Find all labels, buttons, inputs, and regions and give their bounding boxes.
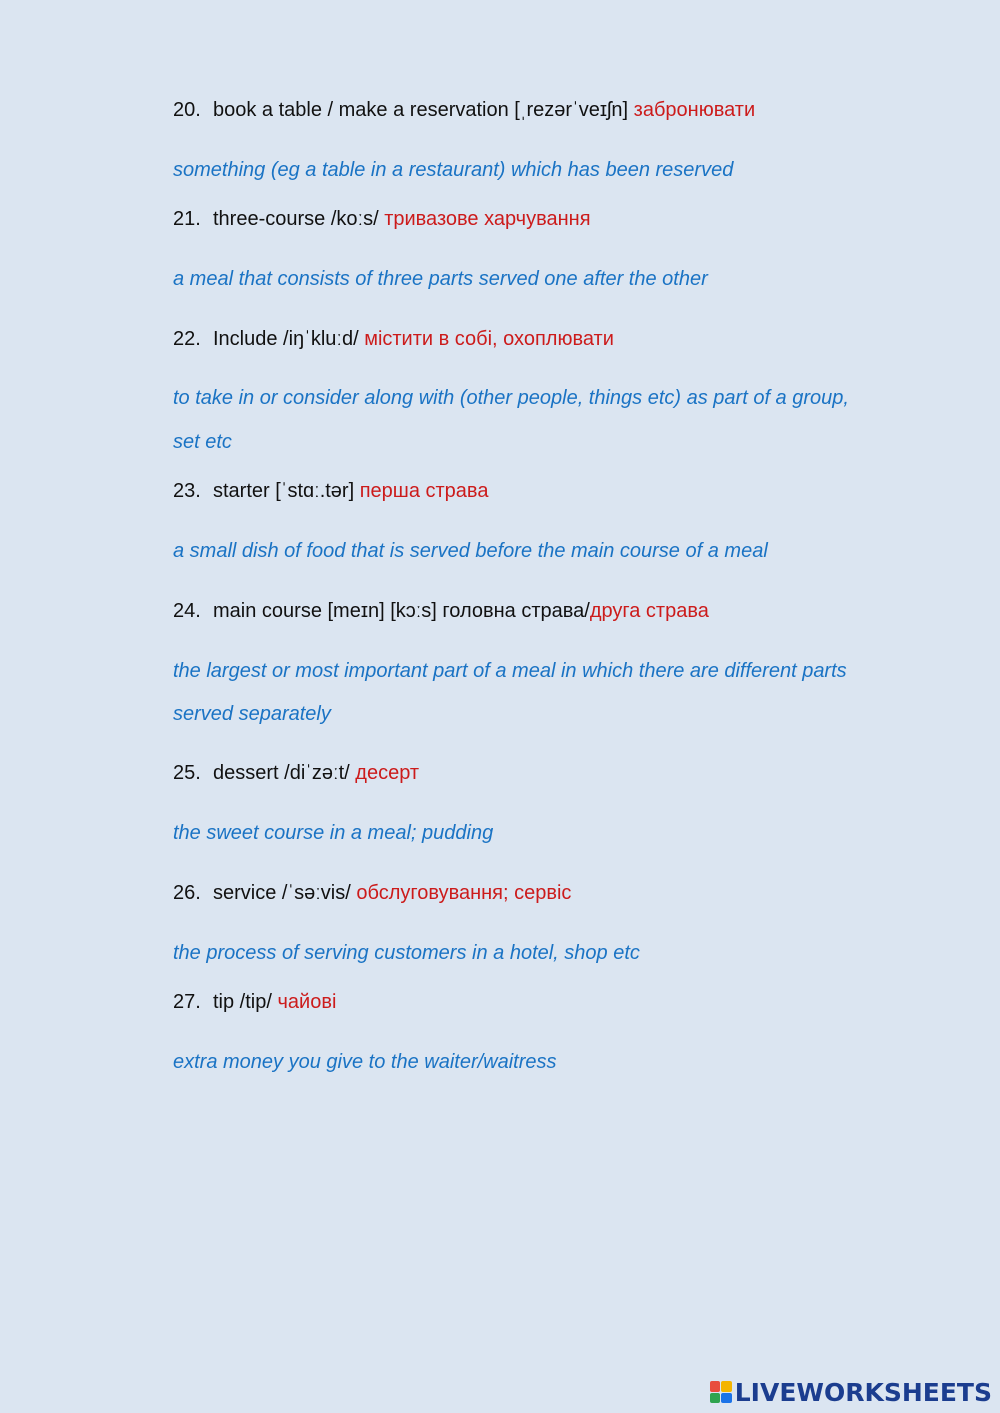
logo-square: [710, 1381, 721, 1392]
term-number: 22.: [173, 328, 201, 350]
term-translation: містити в собі, охоплювати: [364, 328, 614, 350]
term-translation: десерт: [355, 762, 420, 784]
term-number: 26.: [173, 882, 201, 904]
term-number: 21.: [173, 208, 201, 230]
vocab-term-24: [173, 598, 709, 624]
term-translation: забронювати: [633, 99, 756, 121]
logo-square: [710, 1393, 721, 1404]
term-number: 24.: [173, 600, 201, 622]
term-number: 27.: [173, 991, 201, 1013]
term-translation: тривазове харчування: [384, 208, 591, 230]
vocab-definition-24-cont: served separately: [173, 703, 331, 725]
term-word: three-course /koːs/: [213, 208, 379, 230]
term-word: starter [ˈstɑː.tər]: [213, 480, 355, 502]
term-translation: перша страва: [359, 480, 489, 502]
vocab-definition-25: the sweet course in a meal; pudding: [173, 822, 494, 844]
term-translation: друга страва: [589, 600, 709, 622]
liveworksheets-logo-icon: [710, 1381, 732, 1403]
term-word: tip /tip/: [213, 991, 272, 1013]
term-number: 23.: [173, 480, 201, 502]
term-word: service /ˈsəːvis/: [213, 882, 351, 904]
liveworksheets-logo[interactable]: [710, 1377, 992, 1407]
vocab-term-26: [173, 880, 571, 906]
vocab-definition-26: the process of serving customers in a hotel, shop etc: [173, 942, 640, 964]
vocab-definition-22-cont: set etc: [173, 431, 232, 453]
vocab-definition-21: a meal that consists of three parts served one after the other: [173, 268, 708, 290]
term-translation: чайові: [277, 991, 337, 1013]
vocab-definition-23: a small dish of food that is served before the main course of a meal: [173, 540, 768, 562]
vocab-term-23: [173, 478, 488, 504]
term-word: Include /iŋˈkluːd/: [213, 328, 359, 350]
logo-square: [721, 1381, 732, 1392]
term-translation: обслуговування; сервіс: [356, 882, 572, 904]
term-number: 20.: [173, 99, 201, 121]
vocab-term-25: [173, 760, 419, 786]
vocab-definition-22: to take in or consider along with (other people, things etc) as part of a group,: [173, 387, 849, 409]
term-word: dessert /diˈzəːt/: [213, 762, 350, 784]
vocab-term-22: [173, 326, 614, 352]
vocab-term-20: [173, 97, 755, 123]
vocab-definition-20: something (eg a table in a restaurant) which has been reserved: [173, 159, 734, 181]
term-word: main course [meɪn] [kɔːs] головна страва/: [213, 600, 590, 622]
logo-square: [721, 1393, 732, 1404]
term-number: 25.: [173, 762, 201, 784]
vocab-term-27: [173, 989, 336, 1015]
vocab-definition-27: extra money you give to the waiter/waitress: [173, 1051, 557, 1073]
vocab-term-21: [173, 206, 591, 232]
term-word: book a table / make a reservation [ˌrezərˈveɪʃn]: [213, 99, 629, 121]
vocab-definition-24: the largest or most important part of a meal in which there are different parts: [173, 660, 847, 682]
logo-text: LIVEWORKSHEETS: [734, 1377, 992, 1407]
